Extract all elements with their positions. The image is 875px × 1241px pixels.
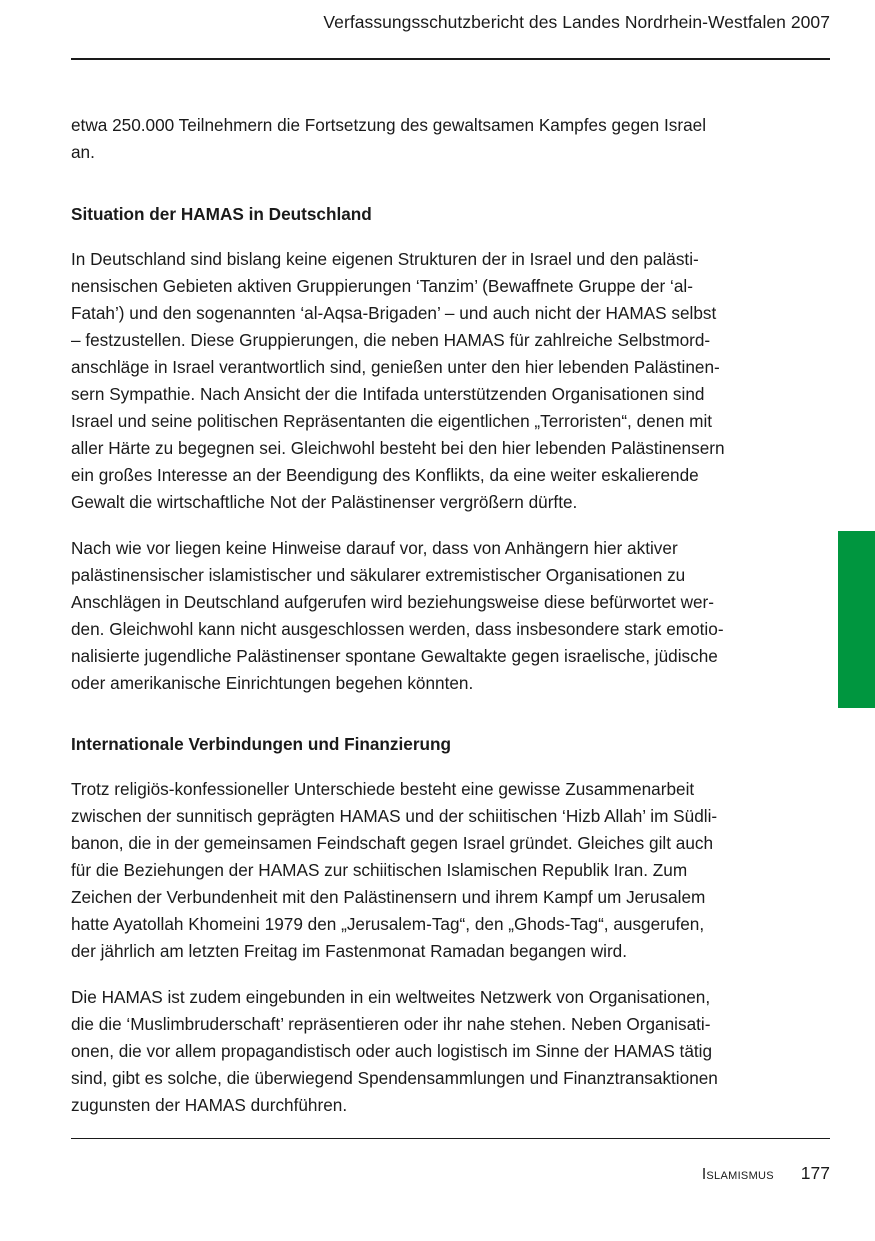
text-line: ein großes Interesse an der Beendigung des Konflikts, da eine weiter eskalierende (71, 465, 699, 485)
text-line: sind, gibt es solche, die überwiegend Spendensammlungen und Finanztransaktionen (71, 1068, 718, 1088)
text-line: der jährlich am letzten Freitag im Fastenmonat Ramadan begangen wird. (71, 941, 628, 961)
text-line: banon, die in der gemeinsamen Feindschaft gegen Israel gründet. Gleiches gilt auch (71, 833, 714, 853)
text-line: anschläge in Israel verantwortlich sind, genießen unter den hier lebenden Palästinen- (71, 357, 720, 377)
running-header-title: Verfassungsschutzbericht des Landes Nordrhein-Westfalen 2007 (323, 12, 830, 32)
chapter-side-tab (838, 531, 875, 708)
page-footer (702, 1163, 830, 1184)
text-line: zugunsten der HAMAS durchführen. (71, 1095, 348, 1115)
text-line: Zeichen der Verbundenheit mit den Palästinensern und ihrem Kampf um Jerusalem (71, 887, 706, 907)
text-line: die die ‘Muslimbruderschaft’ repräsentieren oder ihr nahe stehen. Neben Organisati- (71, 1014, 711, 1034)
text-line: aller Härte zu begegnen sei. Gleichwohl besteht bei den hier lebenden Palästinensern (71, 438, 725, 458)
text-line: Fatah’) und den sogenannten ‘al-Aqsa-Brigaden’ – und auch nicht der HAMAS selbst (71, 303, 717, 323)
page-number: 177 (800, 1163, 830, 1183)
text-line: zwischen der sunnitisch geprägten HAMAS und der schiitischen ‘Hizb Allah’ im Südli- (71, 806, 718, 826)
text-line: an. (71, 142, 95, 162)
text-line: etwa 250.000 Teilnehmern die Fortsetzung des gewaltsamen Kampfes gegen Israel (71, 115, 707, 135)
text-line: – festzustellen. Diese Gruppierungen, die neben HAMAS für zahlreiche Selbstmord- (71, 330, 711, 350)
section1-paragraph-1 (71, 246, 831, 516)
text-line: Anschlägen in Deutschland aufgerufen wird beziehungsweise diese befürwortet wer- (71, 592, 714, 612)
text-line: palästinensischer islamistischer und säkularer extremistischer Organisationen zu (71, 565, 686, 585)
header-divider (71, 58, 830, 60)
section2-paragraph-2 (71, 984, 831, 1119)
text-line: nensischen Gebieten aktiven Gruppierungen ‘Tanzim’ (Bewaffnete Gruppe der ‘al- (71, 276, 693, 296)
section2-paragraph-1 (71, 776, 831, 965)
text-line: den. Gleichwohl kann nicht ausgeschlossen werden, dass insbesondere stark emotio- (71, 619, 724, 639)
footer-section-name: Islamismus (701, 1166, 774, 1183)
footer-divider (71, 1138, 830, 1139)
text-line: Die HAMAS ist zudem eingebunden in ein weltweites Netzwerk von Organisationen, (71, 987, 711, 1007)
text-line: Nach wie vor liegen keine Hinweise darauf vor, dass von Anhängern hier aktiver (71, 538, 678, 558)
text-line: oder amerikanische Einrichtungen begehen könnten. (71, 673, 474, 693)
text-line: nalisierte jugendliche Palästinenser spontane Gewaltakte gegen israelische, jüdische (71, 646, 718, 666)
text-line: Israel und seine politischen Repräsentanten die eigentlichen „Terroristen“, denen mit (71, 411, 713, 431)
section-heading-international-connections: Internationale Verbindungen und Finanzierung (71, 734, 452, 754)
section-heading-hamas-germany: Situation der HAMAS in Deutschland (71, 204, 372, 224)
text-line: hatte Ayatollah Khomeini 1979 den „Jerusalem-Tag“, den „Ghods-Tag“, ausgerufen, (71, 914, 705, 934)
section1-paragraph-2 (71, 535, 831, 697)
text-line: für die Beziehungen der HAMAS zur schiitischen Islamischen Republik Iran. Zum (71, 860, 688, 880)
text-line: Trotz religiös-konfessioneller Unterschiede besteht eine gewisse Zusammenarbeit (71, 779, 695, 799)
text-line: Gewalt die wirtschaftliche Not der Palästinenser vergrößern dürfte. (71, 492, 578, 512)
text-line: sern Sympathie. Nach Ansicht der die Intifada unterstützenden Organisationen sind (71, 384, 705, 404)
text-line: In Deutschland sind bislang keine eigenen Strukturen der in Israel und den palästi- (71, 249, 699, 269)
intro-paragraph (71, 112, 831, 166)
text-line: onen, die vor allem propagandistisch oder auch logistisch im Sinne der HAMAS tätig (71, 1041, 713, 1061)
